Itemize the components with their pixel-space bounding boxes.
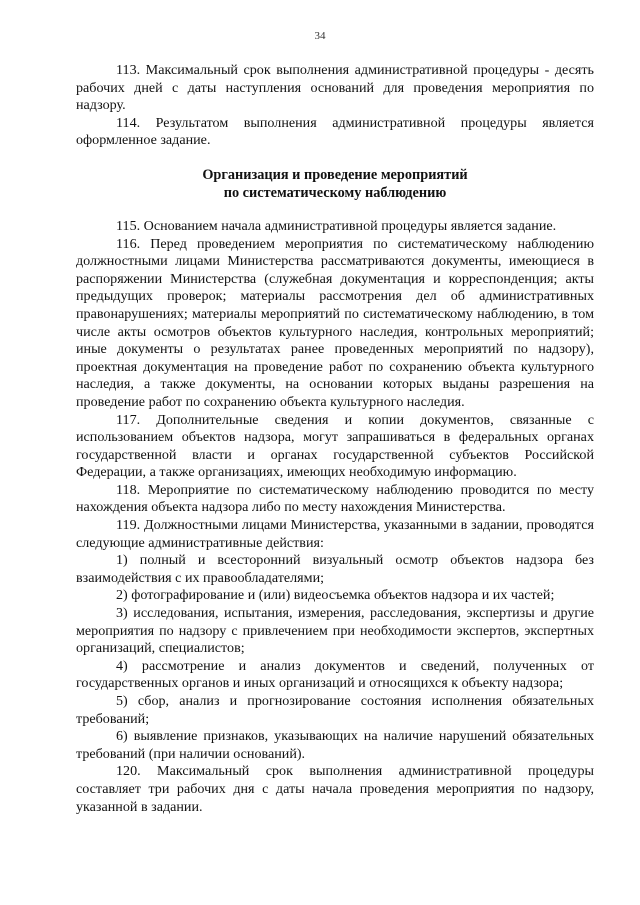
list-item-2: 2) фотографирование и (или) видеосъемка объектов надзора и их частей; xyxy=(116,587,555,604)
list-item-1: 1) полный и всесторонний визуальный осмотр объектов надзора без взаимодействия с их правообладателями; xyxy=(76,552,594,586)
list-item-4: 4) рассмотрение и анализ документов и сведений, полученных от государственных органов и иных организаций и относящихся к объекту надзора; xyxy=(76,657,594,692)
paragraph-117: 117. Дополнительные сведения и копии документов, связанные с использованием объектов надзора, могут запрашиваться в федеральных органах государственной власти и органах государственной субъектов Российской Федерации, а также организациях, имеющих необходимую информацию. xyxy=(76,411,594,481)
section-heading-line-1: Организация и проведение мероприятий xyxy=(202,166,468,183)
paragraph-113: 113. Максимальный срок выполнения административной процедуры - десять рабочих дней с даты наступления оснований для проведения мероприятия по надзору. xyxy=(76,62,594,114)
document-body xyxy=(76,62,594,816)
paragraph-118: 118. Мероприятие по систематическому наблюдению проводится по месту нахождения объекта надзора либо по месту нахождения Министерства. xyxy=(76,481,594,516)
page-number: 34 xyxy=(314,30,326,42)
paragraph-115: 115. Основанием начала административной процедуры является задание. xyxy=(116,217,557,234)
section-heading-line-2: по систематическому наблюдению xyxy=(223,184,447,201)
paragraph-114: 114. Результатом выполнения административной процедуры является оформленное задание. xyxy=(76,114,594,149)
list-item-6: 6) выявление признаков, указывающих на наличие нарушений обязательных требований (при наличии оснований). xyxy=(76,728,594,762)
paragraph-116: 116. Перед проведением мероприятия по систематическому наблюдению должностными лицами Министерства рассматриваются документы, имеющиеся в распоряжении Министерства (служебная документация и корреспонденция; акты предыдущих проверок; материалы рассмотрения дел об административных правонарушениях; материалы мероприятий по систематическому наблюдению, в том числе акты осмотров объектов культурного наследия, контрольных мероприятий; иные документы о результатах ранее проведенных мероприятий по надзору), проектная документация на проведение работ по сохранению объекта культурного наследия, а также документы, на основании которых выданы разрешения на проведение работ по сохранению объекта культурного наследия. xyxy=(76,235,594,410)
paragraph-120: 120. Максимальный срок выполнения административной процедуры составляет три рабочих дня с даты начала проведения мероприятия по надзору, указанной в задании. xyxy=(76,763,594,815)
list-item-3: 3) исследования, испытания, измерения, расследования, экспертизы и другие мероприятия по надзору с привлечением при необходимости экспертов, экспертных организаций, специалистов; xyxy=(76,605,594,657)
paragraph-119: 119. Должностными лицами Министерства, указанными в задании, проводятся следующие административные действия: xyxy=(76,517,594,551)
list-item-5: 5) сбор, анализ и прогнозирование состояния исполнения обязательных требований; xyxy=(76,693,594,727)
section-heading xyxy=(76,166,594,202)
